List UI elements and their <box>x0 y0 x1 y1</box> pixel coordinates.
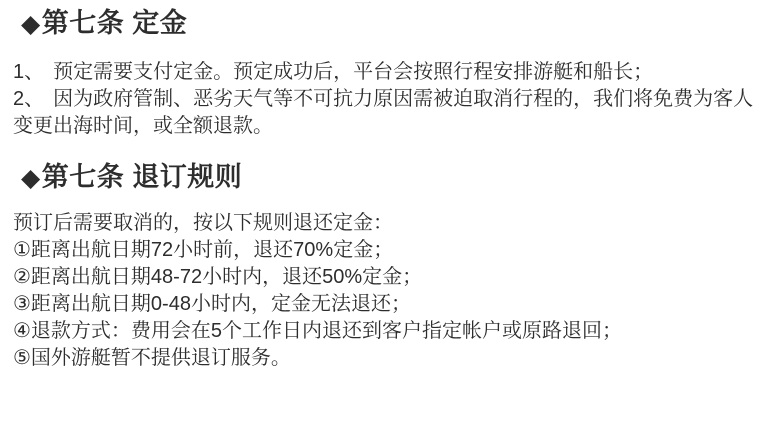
rule-item-1: ①距离出航日期72小时前，退还70%定金； <box>13 239 394 261</box>
diamond-bullet-icon: ◆ <box>21 10 41 38</box>
terms-document <box>0 5 770 444</box>
item-text: 预定需要支付定金。预定成功后，平台会按照行程安排游艇和船长； <box>53 61 654 83</box>
cancellation-intro: 预订后需要取消的，按以下规则退还定金： <box>13 212 393 234</box>
deposit-item-2 <box>13 86 757 140</box>
rule-item-3: ③距离出航日期0-48小时内，定金无法退还； <box>13 293 411 315</box>
section-title-deposit <box>13 5 757 42</box>
rule-item-4: ④退款方式：费用会在5个工作日内退还到客户指定帐户或原路退回； <box>13 320 623 342</box>
deposit-item-1 <box>13 59 757 86</box>
item-text: 因为政府管制、恶劣天气等不可抗力原因需被迫取消行程的，我们将免费为客人变更出海时间，或全额退款。 <box>13 88 754 137</box>
section-title-cancellation <box>13 159 757 196</box>
item-number: 1、 <box>13 61 45 83</box>
section-title-deposit-text: 第七条 定金 <box>41 8 188 38</box>
diamond-bullet-icon: ◆ <box>21 164 41 192</box>
section-title-cancellation-text: 第七条 退订规则 <box>41 162 243 192</box>
rule-item-5: ⑤国外游艇暂不提供退订服务。 <box>13 347 291 369</box>
rule-item-2: ②距离出航日期48-72小时内，退还50%定金； <box>13 266 423 288</box>
item-number: 2、 <box>13 88 45 110</box>
